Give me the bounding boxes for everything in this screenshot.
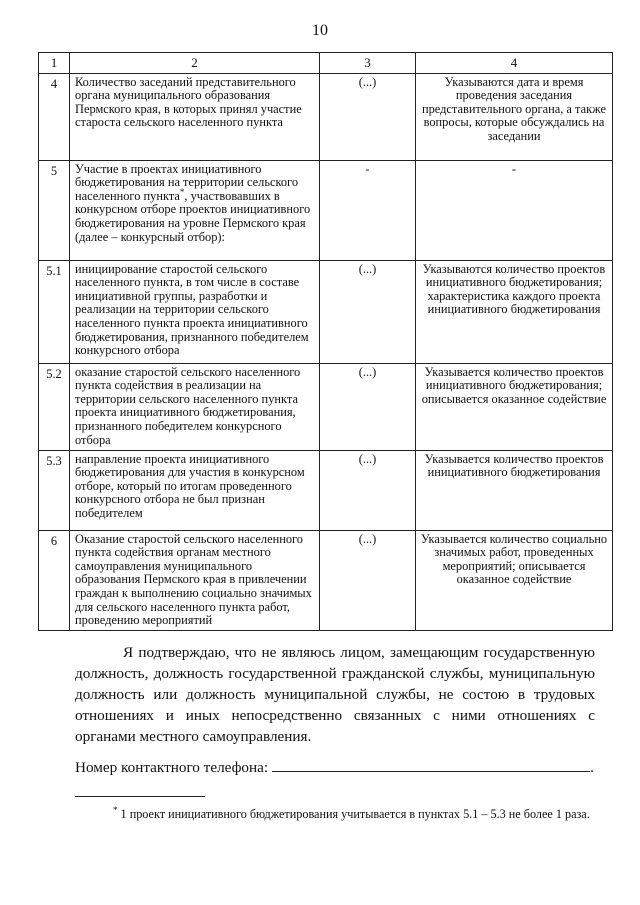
table-row — [39, 450, 613, 530]
row-value: (...) — [320, 260, 416, 363]
phone-label: Номер контактного телефона: — [75, 759, 269, 776]
table-row — [39, 530, 613, 630]
table-row — [39, 260, 613, 363]
table-row — [39, 73, 613, 160]
row-value: (...) — [320, 450, 416, 530]
row-note: - — [416, 160, 613, 260]
footnote-text: 1 проект инициативного бюджетирования учитывается в пунктах 5.1 – 5.3 не более 1 раза. — [117, 807, 590, 821]
row-number: 5.2 — [39, 363, 70, 450]
row-note: Указываются дата и время проведения заседания представительного органа, а также вопросы, которые обсуждались на заседании — [416, 73, 613, 160]
row-value: - — [320, 160, 416, 260]
column-header: 1 — [39, 53, 70, 74]
row-number: 4 — [39, 73, 70, 160]
footnote-marker: * — [179, 186, 185, 197]
table-header-row — [39, 53, 613, 74]
row-description: инициирование старостой сельского населенного пункта, в том числе в составе инициативной группы, разработки и реализации на территории сельского населенного пункта проекта инициативного бюджетирования, признанного победителем конкурсного отбора — [70, 260, 320, 363]
phone-blank-field[interactable] — [272, 757, 590, 772]
footnote-marker: * — [113, 804, 118, 815]
row-description: оказание старостой сельского населенного пункта содействия в реализации на территории сельского населенного пункта проекта инициативного бюджетирования, признанного победителем конкурсного отбора — [70, 363, 320, 450]
row-description-part: , участвовавших в конкурсном отборе проектов инициативного бюджетирования на уровне Пермского края (далее – конкурсный отбор): — [75, 188, 311, 244]
row-number: 5 — [39, 160, 70, 260]
row-number: 5.3 — [39, 450, 70, 530]
row-note: Указывается количество социально значимых работ, проведенных мероприятий; описывается оказанное содействие — [416, 530, 613, 630]
row-number: 5.1 — [39, 260, 70, 363]
table-row — [39, 363, 613, 450]
report-table — [38, 52, 613, 631]
row-description-part: Участие в проектах инициативного бюджетирования на территории сельского населенного пункта — [75, 161, 299, 203]
row-number: 6 — [39, 530, 70, 630]
row-value: (...) — [320, 530, 416, 630]
column-header: 3 — [320, 53, 416, 74]
column-header: 2 — [70, 53, 320, 74]
footnote-divider — [75, 796, 205, 797]
row-description: Оказание старостой сельского населенного пункта содействия органам местного самоуправления муниципального образования Пермского края в привлечении граждан к выполнению социально значимых для сельского населенного пункта работ, проведению мероприятий — [70, 530, 320, 630]
row-note: Указывается количество проектов инициативного бюджетирования — [416, 450, 613, 530]
row-value: (...) — [320, 363, 416, 450]
page-number: 10 — [312, 22, 328, 39]
table-row — [39, 160, 613, 260]
row-note: Указываются количество проектов инициативного бюджетирования; характеристика каждого проекта инициативного бюджетирования — [416, 260, 613, 363]
row-note: Указывается количество проектов инициативного бюджетирования; описывается оказанное содействие — [416, 363, 613, 450]
row-description — [70, 160, 320, 260]
footnote — [75, 806, 597, 823]
row-value: (...) — [320, 73, 416, 160]
row-description: направление проекта инициативного бюджетирования для участия в конкурсном отборе, который по итогам проведенного конкурсного отбора не был признан победителем — [70, 450, 320, 530]
confirmation-paragraph: Я подтверждаю, что не являюсь лицом, замещающим государственную должность, должность государственной гражданской службы, муниципальную должность или должность муниципальной службы, не состою в трудовых отношениях и иных непосредственно связанных с ними отношениях с органами местного самоуправления. — [75, 644, 595, 745]
row-description: Количество заседаний представительного органа муниципального образования Пермского края, в которых принял участие староста сельского населенного пункта — [70, 73, 320, 160]
phone-end: . — [590, 759, 594, 776]
phone-line — [75, 757, 605, 778]
column-header: 4 — [416, 53, 613, 74]
